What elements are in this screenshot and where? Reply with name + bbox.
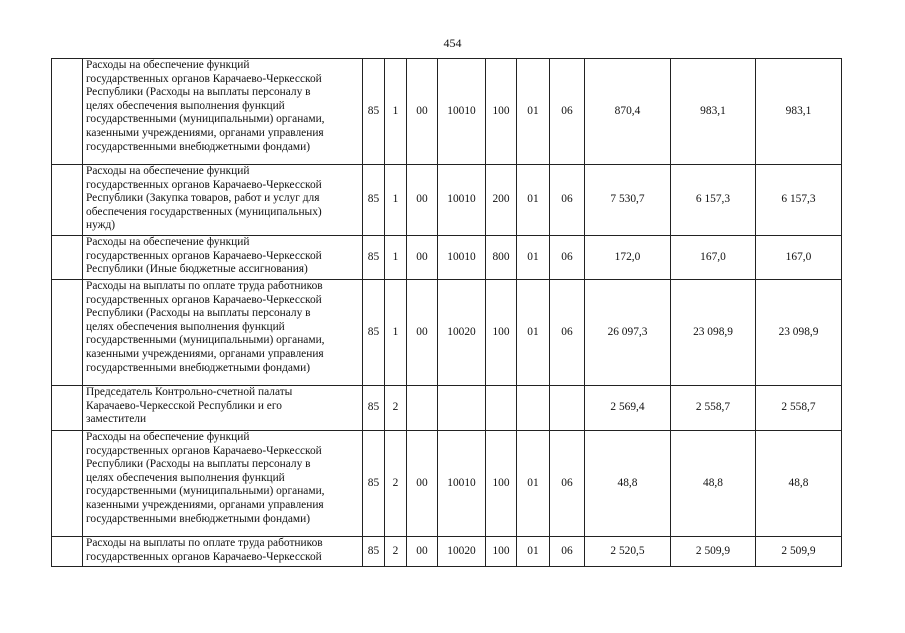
code-subsection: 06 xyxy=(550,165,585,236)
code-direction: 10020 xyxy=(438,537,486,567)
code-program: 1 xyxy=(385,280,407,386)
budget-table xyxy=(51,58,842,567)
row-number-cell xyxy=(52,280,83,386)
code-subsection: 06 xyxy=(550,431,585,537)
code-expense-type: 100 xyxy=(486,59,517,165)
code-chapter: 85 xyxy=(363,236,385,280)
code-direction xyxy=(438,386,486,431)
code-expense-type: 100 xyxy=(486,537,517,567)
expense-description: Расходы на обеспечение функций государственных органов Карачаево-Черкесской Республики (Иные бюджетные ассигнования) xyxy=(83,236,363,280)
amount-year-3: 23 098,9 xyxy=(756,280,842,386)
amount-year-1: 172,0 xyxy=(585,236,671,280)
amount-year-1: 48,8 xyxy=(585,431,671,537)
table-row xyxy=(52,431,842,537)
row-number-cell xyxy=(52,537,83,567)
table-row xyxy=(52,59,842,165)
code-program: 1 xyxy=(385,59,407,165)
table-row xyxy=(52,280,842,386)
code-expense-type: 100 xyxy=(486,280,517,386)
code-subprogram: 00 xyxy=(407,537,438,567)
code-subsection: 06 xyxy=(550,537,585,567)
amount-year-1: 7 530,7 xyxy=(585,165,671,236)
code-expense-type xyxy=(486,386,517,431)
code-subsection xyxy=(550,386,585,431)
code-section xyxy=(517,386,550,431)
code-program: 2 xyxy=(385,431,407,537)
code-subprogram: 00 xyxy=(407,236,438,280)
amount-year-2: 6 157,3 xyxy=(671,165,756,236)
amount-year-3: 167,0 xyxy=(756,236,842,280)
amount-year-3: 983,1 xyxy=(756,59,842,165)
row-number-cell xyxy=(52,165,83,236)
code-section: 01 xyxy=(517,431,550,537)
code-program: 1 xyxy=(385,165,407,236)
code-chapter: 85 xyxy=(363,431,385,537)
row-number-cell xyxy=(52,431,83,537)
code-expense-type: 800 xyxy=(486,236,517,280)
expense-description: Расходы на обеспечение функций государственных органов Карачаево-Черкесской Республики (Расходы на выплаты персоналу в целях обеспечения выполнения функций государственными (муниципальными) органами, казенными учреждениями, органами управления государственными внебюджетными фондами) xyxy=(83,431,363,537)
amount-year-2: 983,1 xyxy=(671,59,756,165)
amount-year-1: 870,4 xyxy=(585,59,671,165)
amount-year-2: 48,8 xyxy=(671,431,756,537)
amount-year-3: 6 157,3 xyxy=(756,165,842,236)
code-direction: 10010 xyxy=(438,59,486,165)
table-row xyxy=(52,236,842,280)
page-number: 454 xyxy=(443,36,462,50)
code-subprogram: 00 xyxy=(407,165,438,236)
amount-year-3: 48,8 xyxy=(756,431,842,537)
code-subprogram: 00 xyxy=(407,431,438,537)
code-subprogram: 00 xyxy=(407,59,438,165)
amount-year-2: 23 098,9 xyxy=(671,280,756,386)
table-row xyxy=(52,165,842,236)
code-expense-type: 200 xyxy=(486,165,517,236)
amount-year-1: 26 097,3 xyxy=(585,280,671,386)
code-chapter: 85 xyxy=(363,59,385,165)
expense-description: Председатель Контрольно-счетной палаты Карачаево-Черкесской Республики и его заместители xyxy=(83,386,363,431)
code-chapter: 85 xyxy=(363,165,385,236)
code-direction: 10020 xyxy=(438,280,486,386)
amount-year-3: 2 509,9 xyxy=(756,537,842,567)
amount-year-2: 167,0 xyxy=(671,236,756,280)
row-number-cell xyxy=(52,59,83,165)
code-direction: 10010 xyxy=(438,236,486,280)
table-row xyxy=(52,537,842,567)
code-direction: 10010 xyxy=(438,431,486,537)
code-section: 01 xyxy=(517,165,550,236)
code-subprogram xyxy=(407,386,438,431)
code-subsection: 06 xyxy=(550,236,585,280)
amount-year-2: 2 558,7 xyxy=(671,386,756,431)
row-number-cell xyxy=(52,386,83,431)
code-subprogram: 00 xyxy=(407,280,438,386)
code-section: 01 xyxy=(517,280,550,386)
amount-year-2: 2 509,9 xyxy=(671,537,756,567)
code-section: 01 xyxy=(517,236,550,280)
code-program: 2 xyxy=(385,386,407,431)
code-subsection: 06 xyxy=(550,59,585,165)
expense-description: Расходы на обеспечение функций государственных органов Карачаево-Черкесской Республики (Закупка товаров, работ и услуг для обеспечения государственных (муниципальных) нужд) xyxy=(83,165,363,236)
code-section: 01 xyxy=(517,59,550,165)
code-subsection: 06 xyxy=(550,280,585,386)
expense-description: Расходы на выплаты по оплате труда работников государственных органов Карачаево-Черкесской Республики (Расходы на выплаты персоналу в целях обеспечения выполнения функций государственными (муниципальными) органами, казенными учреждениями, органами управления государственными внебюджетными фондами) xyxy=(83,280,363,386)
expense-description: Расходы на обеспечение функций государственных органов Карачаево-Черкесской Республики (Расходы на выплаты персоналу в целях обеспечения выполнения функций государственными (муниципальными) органами, казенными учреждениями, органами управления государственными внебюджетными фондами) xyxy=(83,59,363,165)
code-program: 1 xyxy=(385,236,407,280)
code-chapter: 85 xyxy=(363,280,385,386)
amount-year-1: 2 569,4 xyxy=(585,386,671,431)
code-chapter: 85 xyxy=(363,537,385,567)
row-number-cell xyxy=(52,236,83,280)
code-direction: 10010 xyxy=(438,165,486,236)
expense-description: Расходы на выплаты по оплате труда работников государственных органов Карачаево-Черкесской xyxy=(83,537,363,567)
amount-year-1: 2 520,5 xyxy=(585,537,671,567)
code-section: 01 xyxy=(517,537,550,567)
amount-year-3: 2 558,7 xyxy=(756,386,842,431)
table-row xyxy=(52,386,842,431)
code-expense-type: 100 xyxy=(486,431,517,537)
code-chapter: 85 xyxy=(363,386,385,431)
code-program: 2 xyxy=(385,537,407,567)
